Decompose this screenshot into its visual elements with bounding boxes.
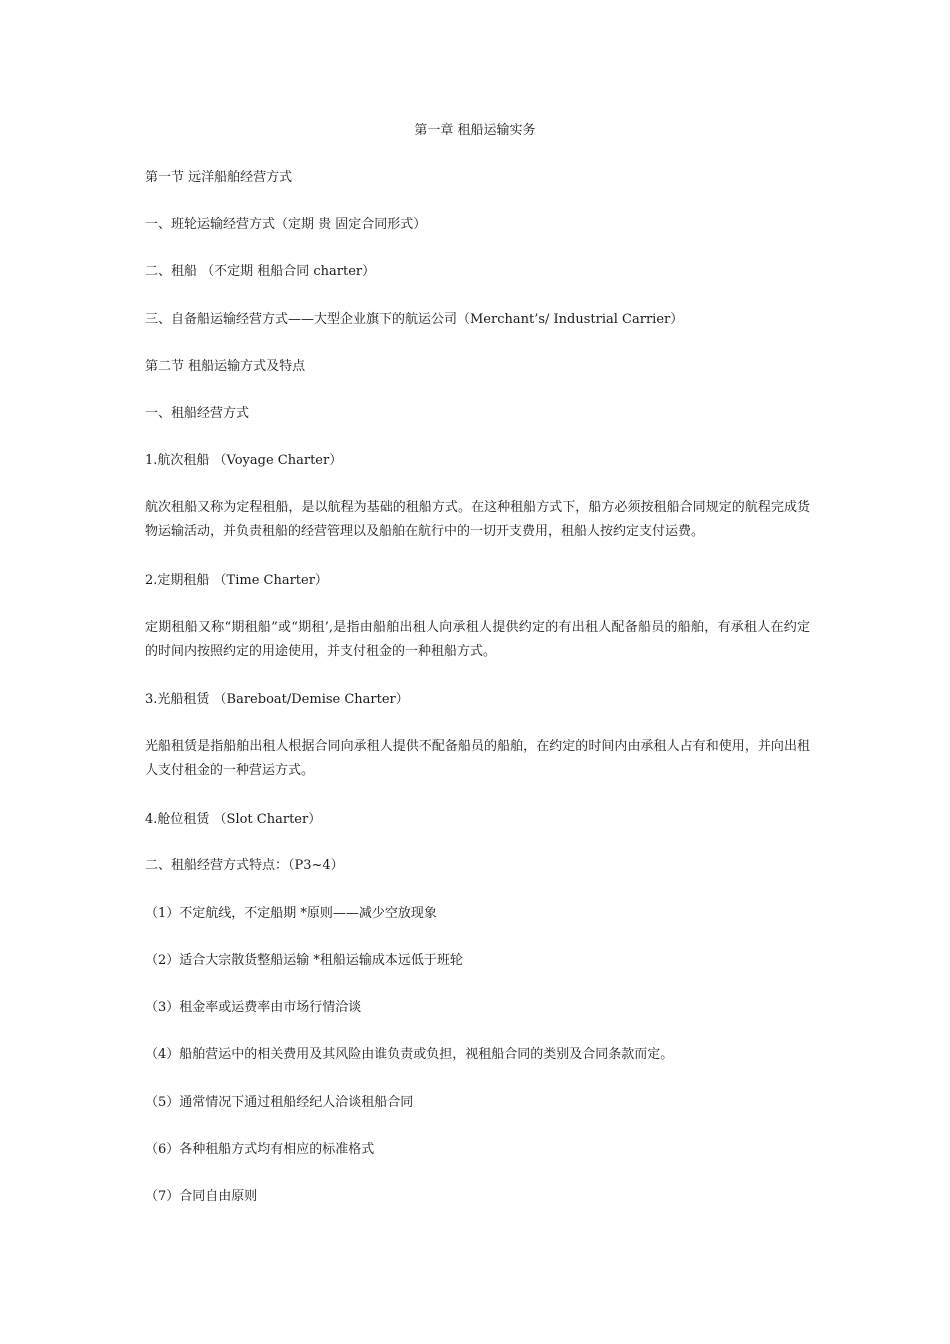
feature-item-5: （5）通常情况下通过租船经纪人洽谈租船合同 xyxy=(145,1095,414,1110)
feature-item-7: （7）合同自由原则 xyxy=(145,1189,258,1204)
voyage-charter-desc: 航次租船又称为定程租船，是以航程为基础的租船方式。在这种租船方式下，船方必须按租船合同规定的航程完成货物运输活动，并负责租船的经营管理以及船舶在航行中的一切开支费用，租船人按约定支付运费。 xyxy=(145,500,810,539)
feature-item-6: （6）各种租船方式均有相应的标准格式 xyxy=(145,1142,375,1157)
section2-sub1: 一、租船经营方式 xyxy=(145,406,250,421)
bareboat-charter-desc: 光船租赁是指船舶出租人根据合同向承租人提供不配备船员的船舶，在约定的时间内由承租人占有和使用，并向出租人支付租金的一种营运方式。 xyxy=(145,739,810,778)
section1-heading: 第一节 远洋船舶经营方式 xyxy=(145,170,293,185)
feature-item-2: （2）适合大宗散货整船运输 *租船运输成本远低于班轮 xyxy=(145,953,463,968)
feature-item-1: （1）不定航线，不定船期 *原则——减少空放现象 xyxy=(145,906,437,921)
section2-heading: 第二节 租船运输方式及特点 xyxy=(145,359,306,374)
voyage-charter-title: 1.航次租船 （Voyage Charter） xyxy=(145,453,343,468)
slot-charter-title: 4.舱位租赁 （Slot Charter） xyxy=(145,812,322,827)
section1-item-3: 三、自备船运输经营方式——大型企业旗下的航运公司（Merchant’s/ Industrial Carrier） xyxy=(145,312,684,327)
time-charter-title: 2.定期租船 （Time Charter） xyxy=(145,573,328,588)
section2-sub2: 二、租船经营方式特点：（P3~4） xyxy=(145,858,344,873)
feature-item-3: （3）租金率或运费率由市场行情洽谈 xyxy=(145,1000,362,1015)
bareboat-charter-title: 3.光船租赁 （Bareboat/Demise Charter） xyxy=(145,692,409,707)
section1-item-1: 一、班轮运输经营方式（定期 贵 固定合同形式） xyxy=(145,217,427,232)
time-charter-desc: 定期租船又称“期租船”或“期租’,是指由船舶出租人向承租人提供约定的有出租人配备船员的船舶，有承租人在约定的时间内按照约定的用途使用，并支付租金的一种租船方式。 xyxy=(145,620,810,659)
chapter-title: 第一章 租船运输实务 xyxy=(414,123,536,138)
feature-item-4: （4）船舶营运中的相关费用及其风险由谁负责或负担，视租船合同的类别及合同条款而定。 xyxy=(145,1047,674,1062)
section1-item-2: 二、租船 （不定期 租船合同 charter） xyxy=(145,264,376,279)
